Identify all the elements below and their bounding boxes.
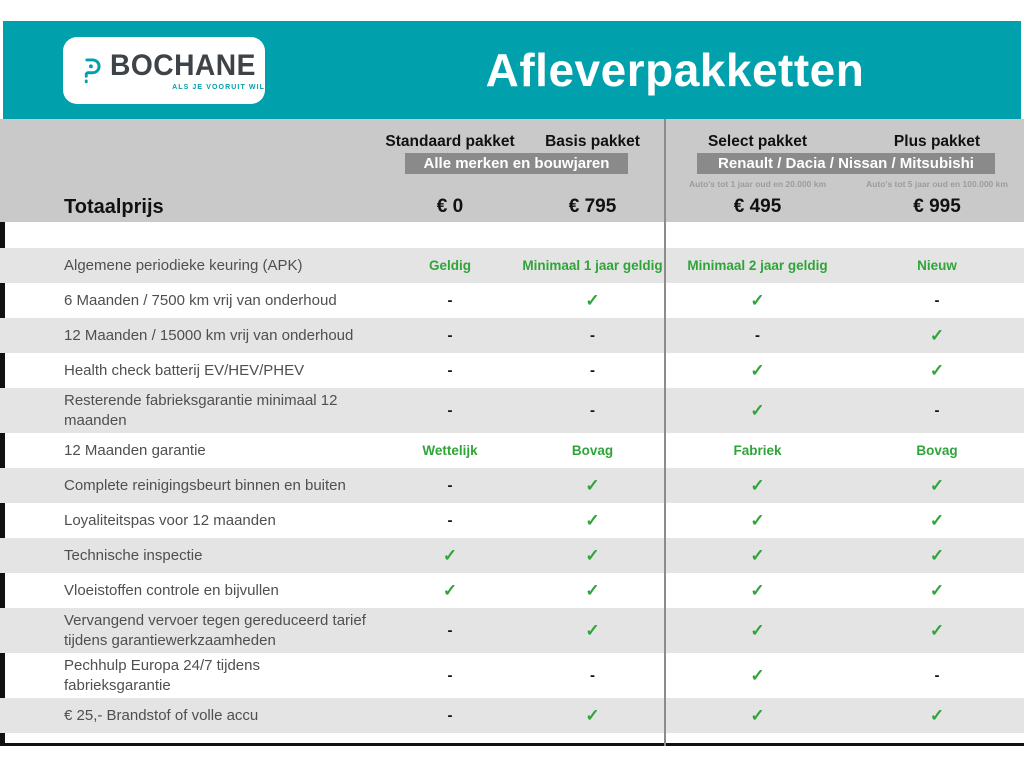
check-icon: ✓ bbox=[585, 510, 600, 530]
table-row bbox=[0, 538, 1024, 573]
table-row bbox=[0, 653, 1024, 698]
check-icon: ✓ bbox=[750, 290, 765, 310]
feature-label: Vervangend vervoer tegen gereduceerd tarief tijdens garantiewerkzaamheden bbox=[64, 612, 366, 649]
dash-mark: - bbox=[755, 327, 760, 344]
value-text: Bovag bbox=[571, 443, 614, 458]
package-note-plus: Auto's tot 5 jaar oud en 100.000 km bbox=[866, 178, 1008, 189]
group-badge-renault-group: Renault / Dacia / Nissan / Mitsubishi bbox=[697, 153, 995, 174]
table-row bbox=[0, 433, 1024, 468]
cell-basis bbox=[520, 433, 665, 468]
package-name-standaard: Standaard pakket bbox=[385, 133, 515, 150]
cell-standaard bbox=[380, 283, 520, 318]
cell-standaard bbox=[380, 608, 520, 653]
check-icon: ✓ bbox=[750, 705, 765, 725]
feature-label: 12 Maanden garantie bbox=[64, 441, 206, 459]
table-row bbox=[0, 573, 1024, 608]
table-row bbox=[0, 388, 1024, 433]
page-title: Afleverpakketten bbox=[485, 44, 865, 96]
package-price-standaard: € 0 bbox=[436, 196, 464, 217]
brand-logo-icon bbox=[81, 48, 101, 94]
feature-label: Loyaliteitspas voor 12 maanden bbox=[64, 511, 276, 529]
dash-mark: - bbox=[590, 327, 595, 344]
dash-mark: - bbox=[447, 402, 453, 419]
cell-standaard bbox=[380, 573, 520, 608]
cell-basis bbox=[520, 318, 665, 353]
dash-mark: - bbox=[447, 622, 453, 639]
value-text: Fabriek bbox=[733, 443, 782, 458]
check-icon: ✓ bbox=[585, 475, 600, 495]
cell-basis bbox=[520, 283, 665, 318]
dash-mark: - bbox=[447, 477, 453, 494]
dash-mark: - bbox=[447, 667, 453, 684]
cell-standaard bbox=[380, 468, 520, 503]
cell-basis bbox=[520, 608, 665, 653]
table-row bbox=[0, 353, 1024, 388]
brand-wordmark: BOCHANE bbox=[109, 48, 256, 82]
check-icon: ✓ bbox=[929, 325, 945, 345]
dash-mark: - bbox=[590, 402, 595, 419]
check-icon: ✓ bbox=[929, 580, 945, 600]
cell-select bbox=[665, 698, 850, 733]
value-text: Bovag bbox=[916, 443, 958, 458]
dash-mark: - bbox=[934, 292, 940, 309]
cell-plus bbox=[850, 283, 1024, 318]
cell-standaard bbox=[380, 698, 520, 733]
cell-basis bbox=[520, 353, 665, 388]
check-icon: ✓ bbox=[750, 580, 765, 600]
cell-plus bbox=[850, 388, 1024, 433]
check-icon: ✓ bbox=[929, 620, 945, 640]
feature-label: Health check batterij EV/HEV/PHEV bbox=[64, 361, 305, 379]
check-icon: ✓ bbox=[929, 545, 945, 565]
dash-mark: - bbox=[590, 362, 595, 379]
check-icon: ✓ bbox=[750, 545, 765, 565]
check-icon: ✓ bbox=[929, 360, 945, 380]
group-badge-all-brands: Alle merken en bouwjaren bbox=[405, 153, 628, 174]
cell-select bbox=[665, 353, 850, 388]
feature-label: Algemene periodieke keuring (APK) bbox=[64, 256, 303, 274]
brand-logo bbox=[63, 37, 265, 104]
cell-standaard bbox=[380, 248, 520, 283]
cell-standaard bbox=[380, 503, 520, 538]
check-icon: ✓ bbox=[929, 705, 945, 725]
value-text: Nieuw bbox=[917, 258, 957, 273]
brand-tagline: ALS JE VOORUIT WIL bbox=[172, 83, 265, 91]
dash-mark: - bbox=[447, 512, 453, 529]
cell-select bbox=[665, 388, 850, 433]
dash-mark: - bbox=[590, 667, 595, 684]
dash-mark: - bbox=[447, 707, 453, 724]
top-bar bbox=[3, 21, 1021, 119]
feature-label: Technische inspectie bbox=[64, 546, 203, 564]
check-icon: ✓ bbox=[585, 290, 600, 310]
cell-plus bbox=[850, 503, 1024, 538]
dash-mark: - bbox=[447, 327, 453, 344]
package-name-select: Select pakket bbox=[707, 133, 808, 150]
cell-select bbox=[665, 653, 850, 698]
package-price-basis: € 795 bbox=[568, 196, 617, 217]
table-row bbox=[0, 283, 1024, 318]
check-icon: ✓ bbox=[750, 510, 765, 530]
value-text: Minimaal 2 jaar geldig bbox=[687, 258, 828, 273]
cell-basis bbox=[520, 503, 665, 538]
package-price-select: € 495 bbox=[733, 196, 782, 217]
cell-select bbox=[665, 318, 850, 353]
feature-label: Vloeistoffen controle en bijvullen bbox=[64, 581, 279, 599]
cell-plus bbox=[850, 433, 1024, 468]
feature-label: € 25,- Brandstof of volle accu bbox=[64, 706, 259, 724]
cell-standaard bbox=[380, 433, 520, 468]
feature-rows bbox=[0, 248, 1024, 733]
cell-select bbox=[665, 433, 850, 468]
cell-plus bbox=[850, 608, 1024, 653]
check-icon: ✓ bbox=[585, 705, 600, 725]
package-name-basis: Basis pakket bbox=[545, 133, 640, 150]
package-name-plus: Plus pakket bbox=[893, 133, 981, 150]
brand-text bbox=[109, 48, 265, 91]
table-row bbox=[0, 318, 1024, 353]
cell-basis bbox=[520, 573, 665, 608]
cell-select bbox=[665, 608, 850, 653]
feature-label: Resterende fabrieksgarantie minimaal 12 maanden bbox=[64, 392, 338, 429]
feature-label: 6 Maanden / 7500 km vrij van onderhoud bbox=[64, 291, 337, 309]
check-icon: ✓ bbox=[929, 475, 945, 495]
cell-standaard bbox=[380, 353, 520, 388]
check-icon: ✓ bbox=[750, 475, 765, 495]
cell-basis bbox=[520, 698, 665, 733]
cell-plus bbox=[850, 538, 1024, 573]
cell-select bbox=[665, 283, 850, 318]
package-note-select: Auto's tot 1 jaar oud en 20.000 km bbox=[688, 178, 827, 189]
cell-select bbox=[665, 248, 850, 283]
cell-standaard bbox=[380, 653, 520, 698]
cell-select bbox=[665, 468, 850, 503]
cell-basis bbox=[520, 653, 665, 698]
dash-mark: - bbox=[447, 292, 453, 309]
cell-basis bbox=[520, 468, 665, 503]
check-icon: ✓ bbox=[585, 620, 600, 640]
feature-label: Complete reinigingsbeurt binnen en buiten bbox=[64, 476, 346, 494]
feature-label: Pechhulp Europa 24/7 tijdens fabrieksgarantie bbox=[64, 657, 260, 694]
feature-label: 12 Maanden / 15000 km vrij van onderhoud bbox=[64, 326, 354, 344]
table-row bbox=[0, 468, 1024, 503]
table-row bbox=[0, 503, 1024, 538]
check-icon: ✓ bbox=[750, 665, 765, 685]
cell-basis bbox=[520, 538, 665, 573]
check-icon: ✓ bbox=[929, 510, 945, 530]
cell-standaard bbox=[380, 538, 520, 573]
cell-plus bbox=[850, 353, 1024, 388]
cell-select bbox=[665, 503, 850, 538]
check-icon: ✓ bbox=[442, 580, 458, 600]
cell-select bbox=[665, 573, 850, 608]
value-text: Geldig bbox=[428, 258, 471, 273]
dash-mark: - bbox=[934, 402, 940, 419]
column-divider bbox=[664, 119, 666, 746]
pricing-header bbox=[0, 119, 1024, 222]
value-text: Wettelijk bbox=[422, 443, 478, 458]
check-icon: ✓ bbox=[585, 580, 600, 600]
value-text: Minimaal 1 jaar geldig bbox=[522, 258, 663, 273]
cell-plus bbox=[850, 698, 1024, 733]
cell-standaard bbox=[380, 318, 520, 353]
table-row bbox=[0, 698, 1024, 733]
total-price-label: Totaalprijs bbox=[64, 195, 164, 218]
cell-plus bbox=[850, 468, 1024, 503]
check-icon: ✓ bbox=[585, 545, 600, 565]
dash-mark: - bbox=[447, 362, 453, 379]
check-icon: ✓ bbox=[750, 360, 765, 380]
package-price-plus: € 995 bbox=[913, 196, 961, 217]
cell-basis bbox=[520, 388, 665, 433]
check-icon: ✓ bbox=[750, 400, 765, 420]
cell-plus bbox=[850, 248, 1024, 283]
cell-standaard bbox=[380, 388, 520, 433]
check-icon: ✓ bbox=[442, 545, 458, 565]
bottom-border bbox=[0, 743, 1024, 746]
check-icon: ✓ bbox=[750, 620, 765, 640]
table-row bbox=[0, 248, 1024, 283]
cell-select bbox=[665, 538, 850, 573]
cell-plus bbox=[850, 653, 1024, 698]
cell-basis bbox=[520, 248, 665, 283]
table-row bbox=[0, 608, 1024, 653]
cell-plus bbox=[850, 573, 1024, 608]
cell-plus bbox=[850, 318, 1024, 353]
dash-mark: - bbox=[934, 667, 940, 684]
